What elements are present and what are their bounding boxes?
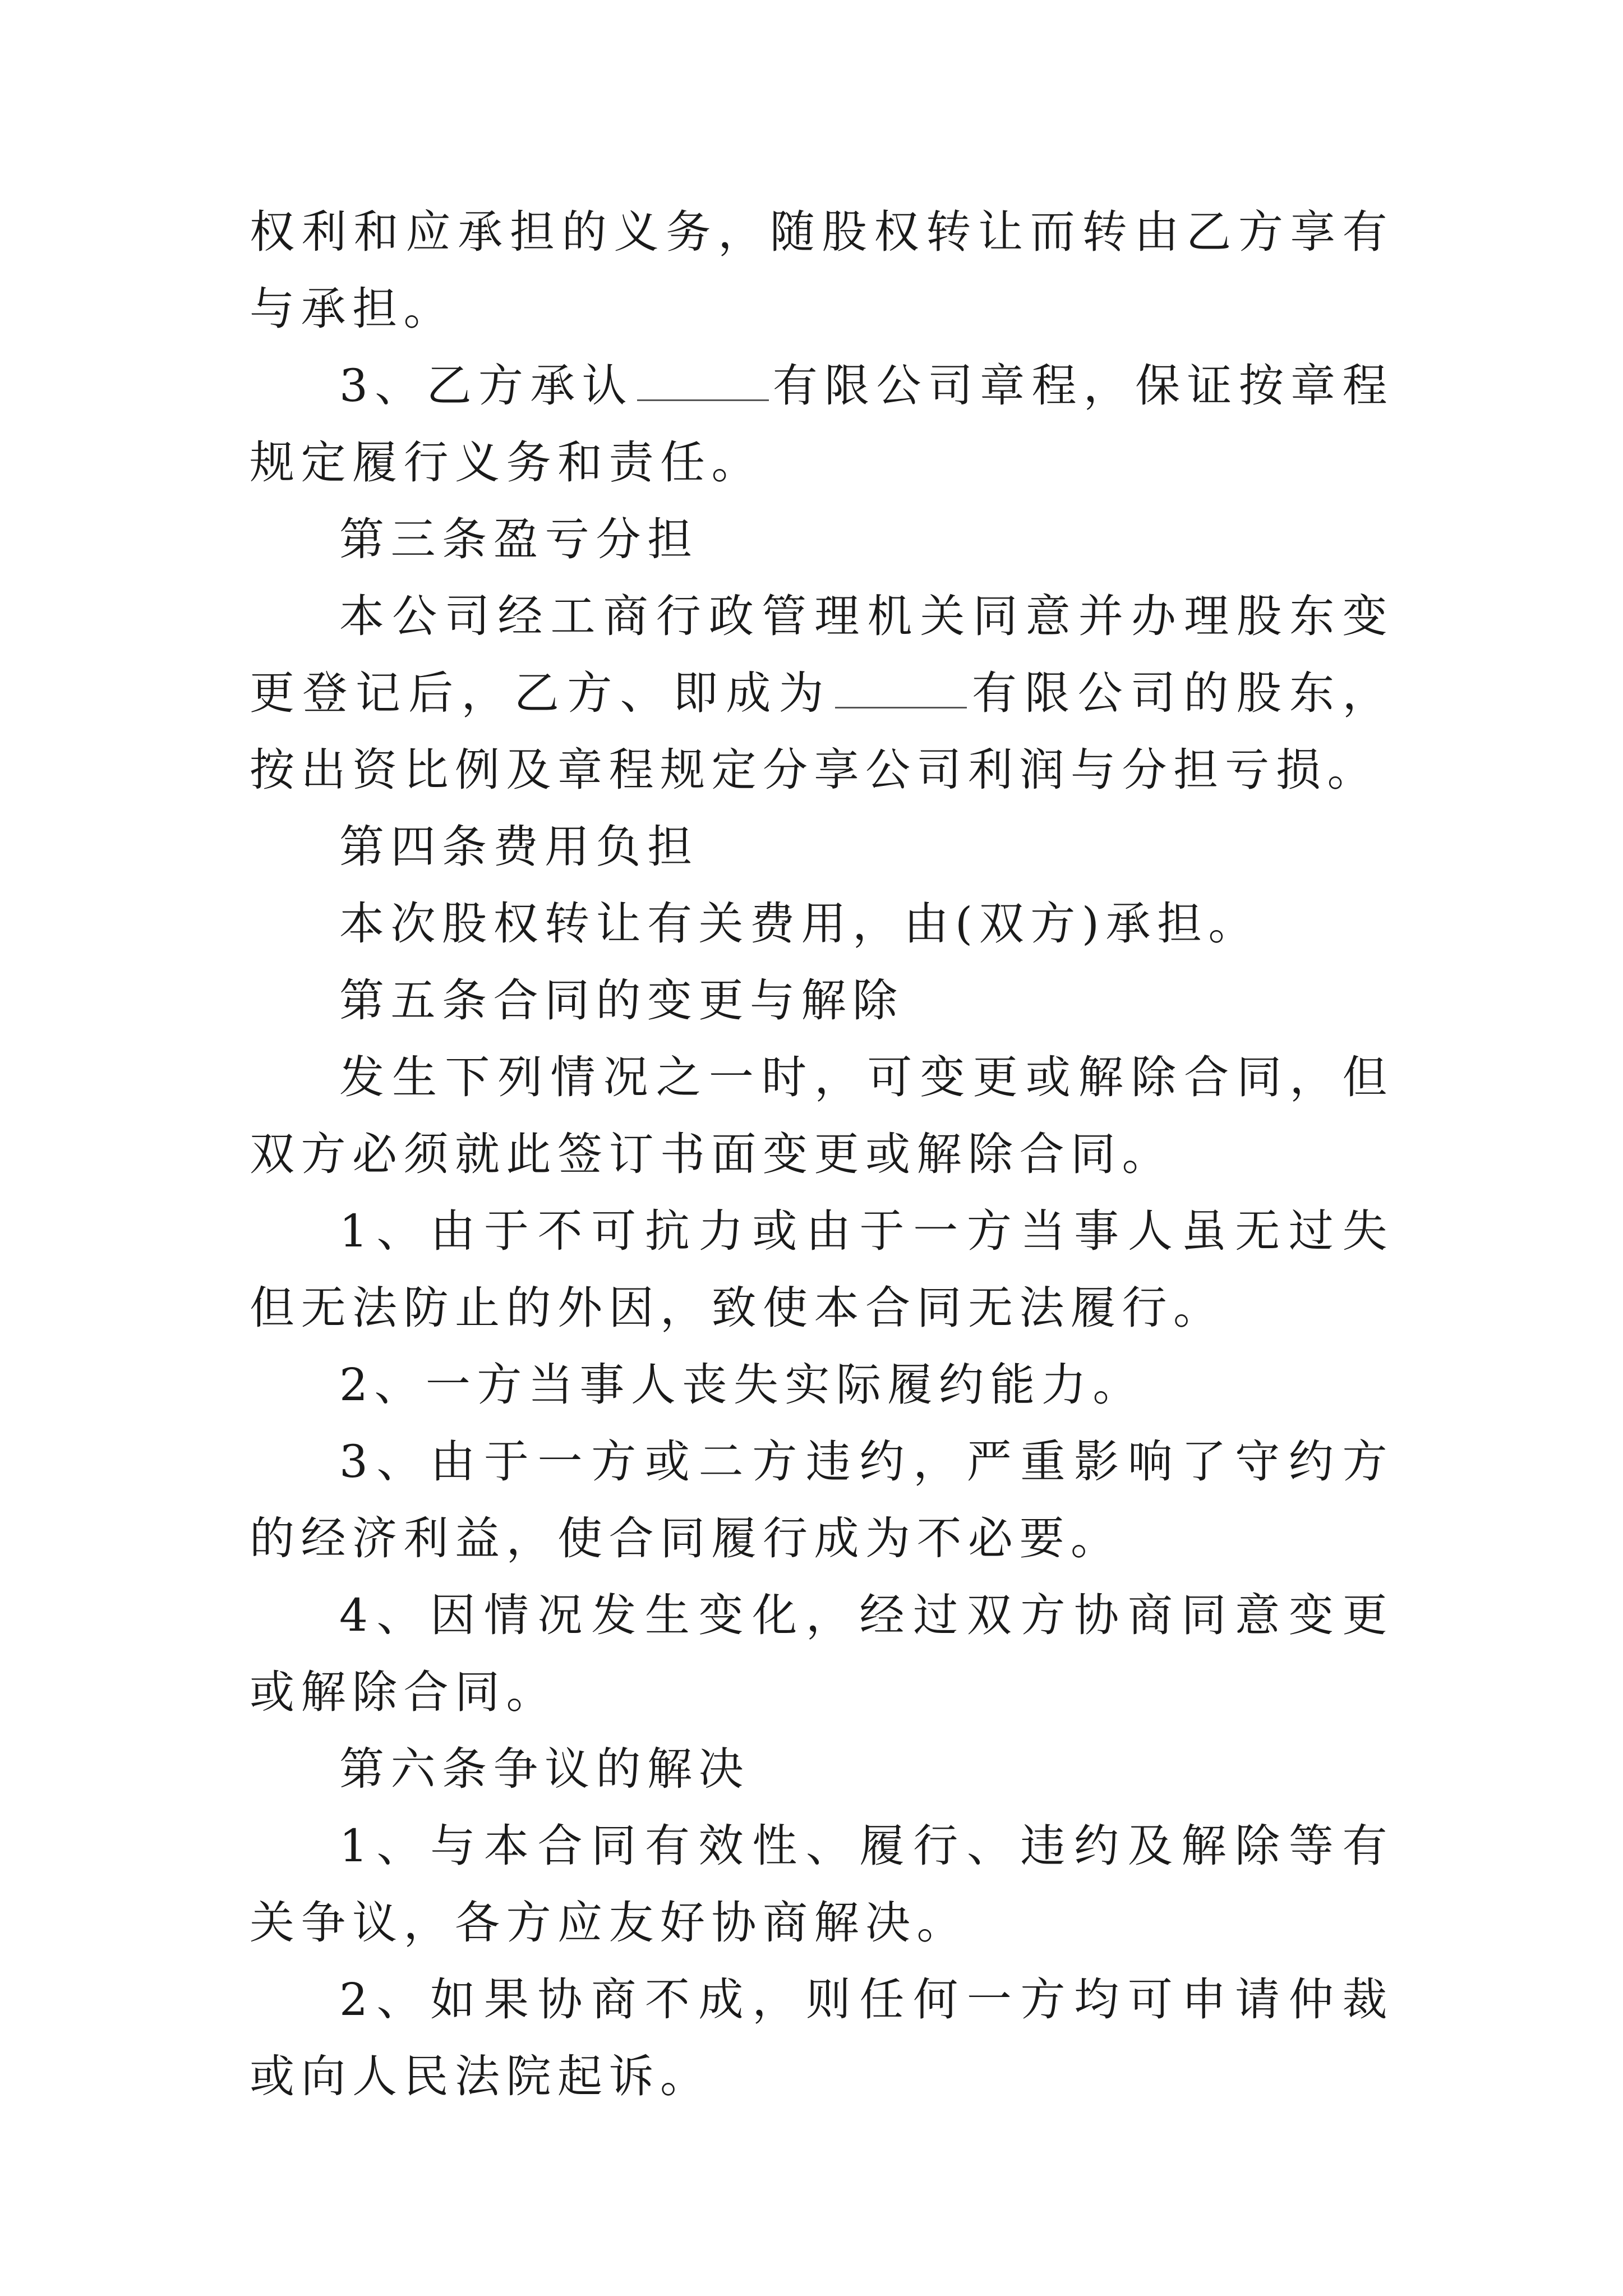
profit-loss-text-before: 本公司经工商行政管理机关同意并办理股东变更登记后，乙方、即成为 (250, 590, 1394, 719)
paragraph-fees: 本次股权转让有关费用，由(双方)承担。 (339, 898, 1260, 950)
heading-article-4: 第四条费用负担 (339, 821, 699, 873)
profit-loss-text-after: 有限公司的股东，按出资比例及章程规定分享公司利润与分担亏损。 (250, 667, 1394, 796)
paragraph-rights-obligations: 权利和应承担的义务，随股权转让而转由乙方享有与承担。 (250, 206, 1394, 335)
company-name-blank (637, 364, 769, 401)
paragraph-item-1-force-majeure: 1、由于不可抗力或由于一方当事人虽无过失但无法防止的外因，致使本合同无法履行。 (250, 1205, 1394, 1334)
paragraph-item-4-mutual-agreement: 4、因情况发生变化，经过双方协商同意变更或解除合同。 (250, 1589, 1394, 1718)
heading-article-3: 第三条盈亏分担 (339, 513, 699, 565)
paragraph-clause-3-charter (250, 347, 1394, 501)
paragraph-item-3-breach: 3、由于一方或二方违约，严重影响了守约方的经济利益，使合同履行成为不必要。 (250, 1435, 1394, 1565)
company-name-blank (835, 671, 967, 708)
paragraph-change-conditions: 发生下列情况之一时，可变更或解除合同，但双方必须就此签订书面变更或解除合同。 (250, 1051, 1394, 1180)
paragraph-dispute-arbitration: 2、如果协商不成，则任何一方均可申请仲裁或向人民法院起诉。 (250, 1973, 1394, 2102)
heading-article-6: 第六条争议的解决 (339, 1743, 750, 1795)
heading-article-5: 第五条合同的变更与解除 (339, 974, 904, 1027)
paragraph-item-2-capacity: 2、一方当事人丧失实际履约能力。 (339, 1359, 1144, 1411)
clause-3-text-after: 有限公司章程，保证按章程规定履行义务和责任。 (250, 360, 1394, 489)
clause-3-text-before: 3、乙方承认 (339, 360, 634, 412)
paragraph-dispute-negotiation: 1、与本合同有效性、履行、违约及解除等有关争议，各方应友好协商解决。 (250, 1820, 1394, 1949)
paragraph-profit-loss (250, 578, 1394, 808)
document-body (250, 194, 1394, 2115)
